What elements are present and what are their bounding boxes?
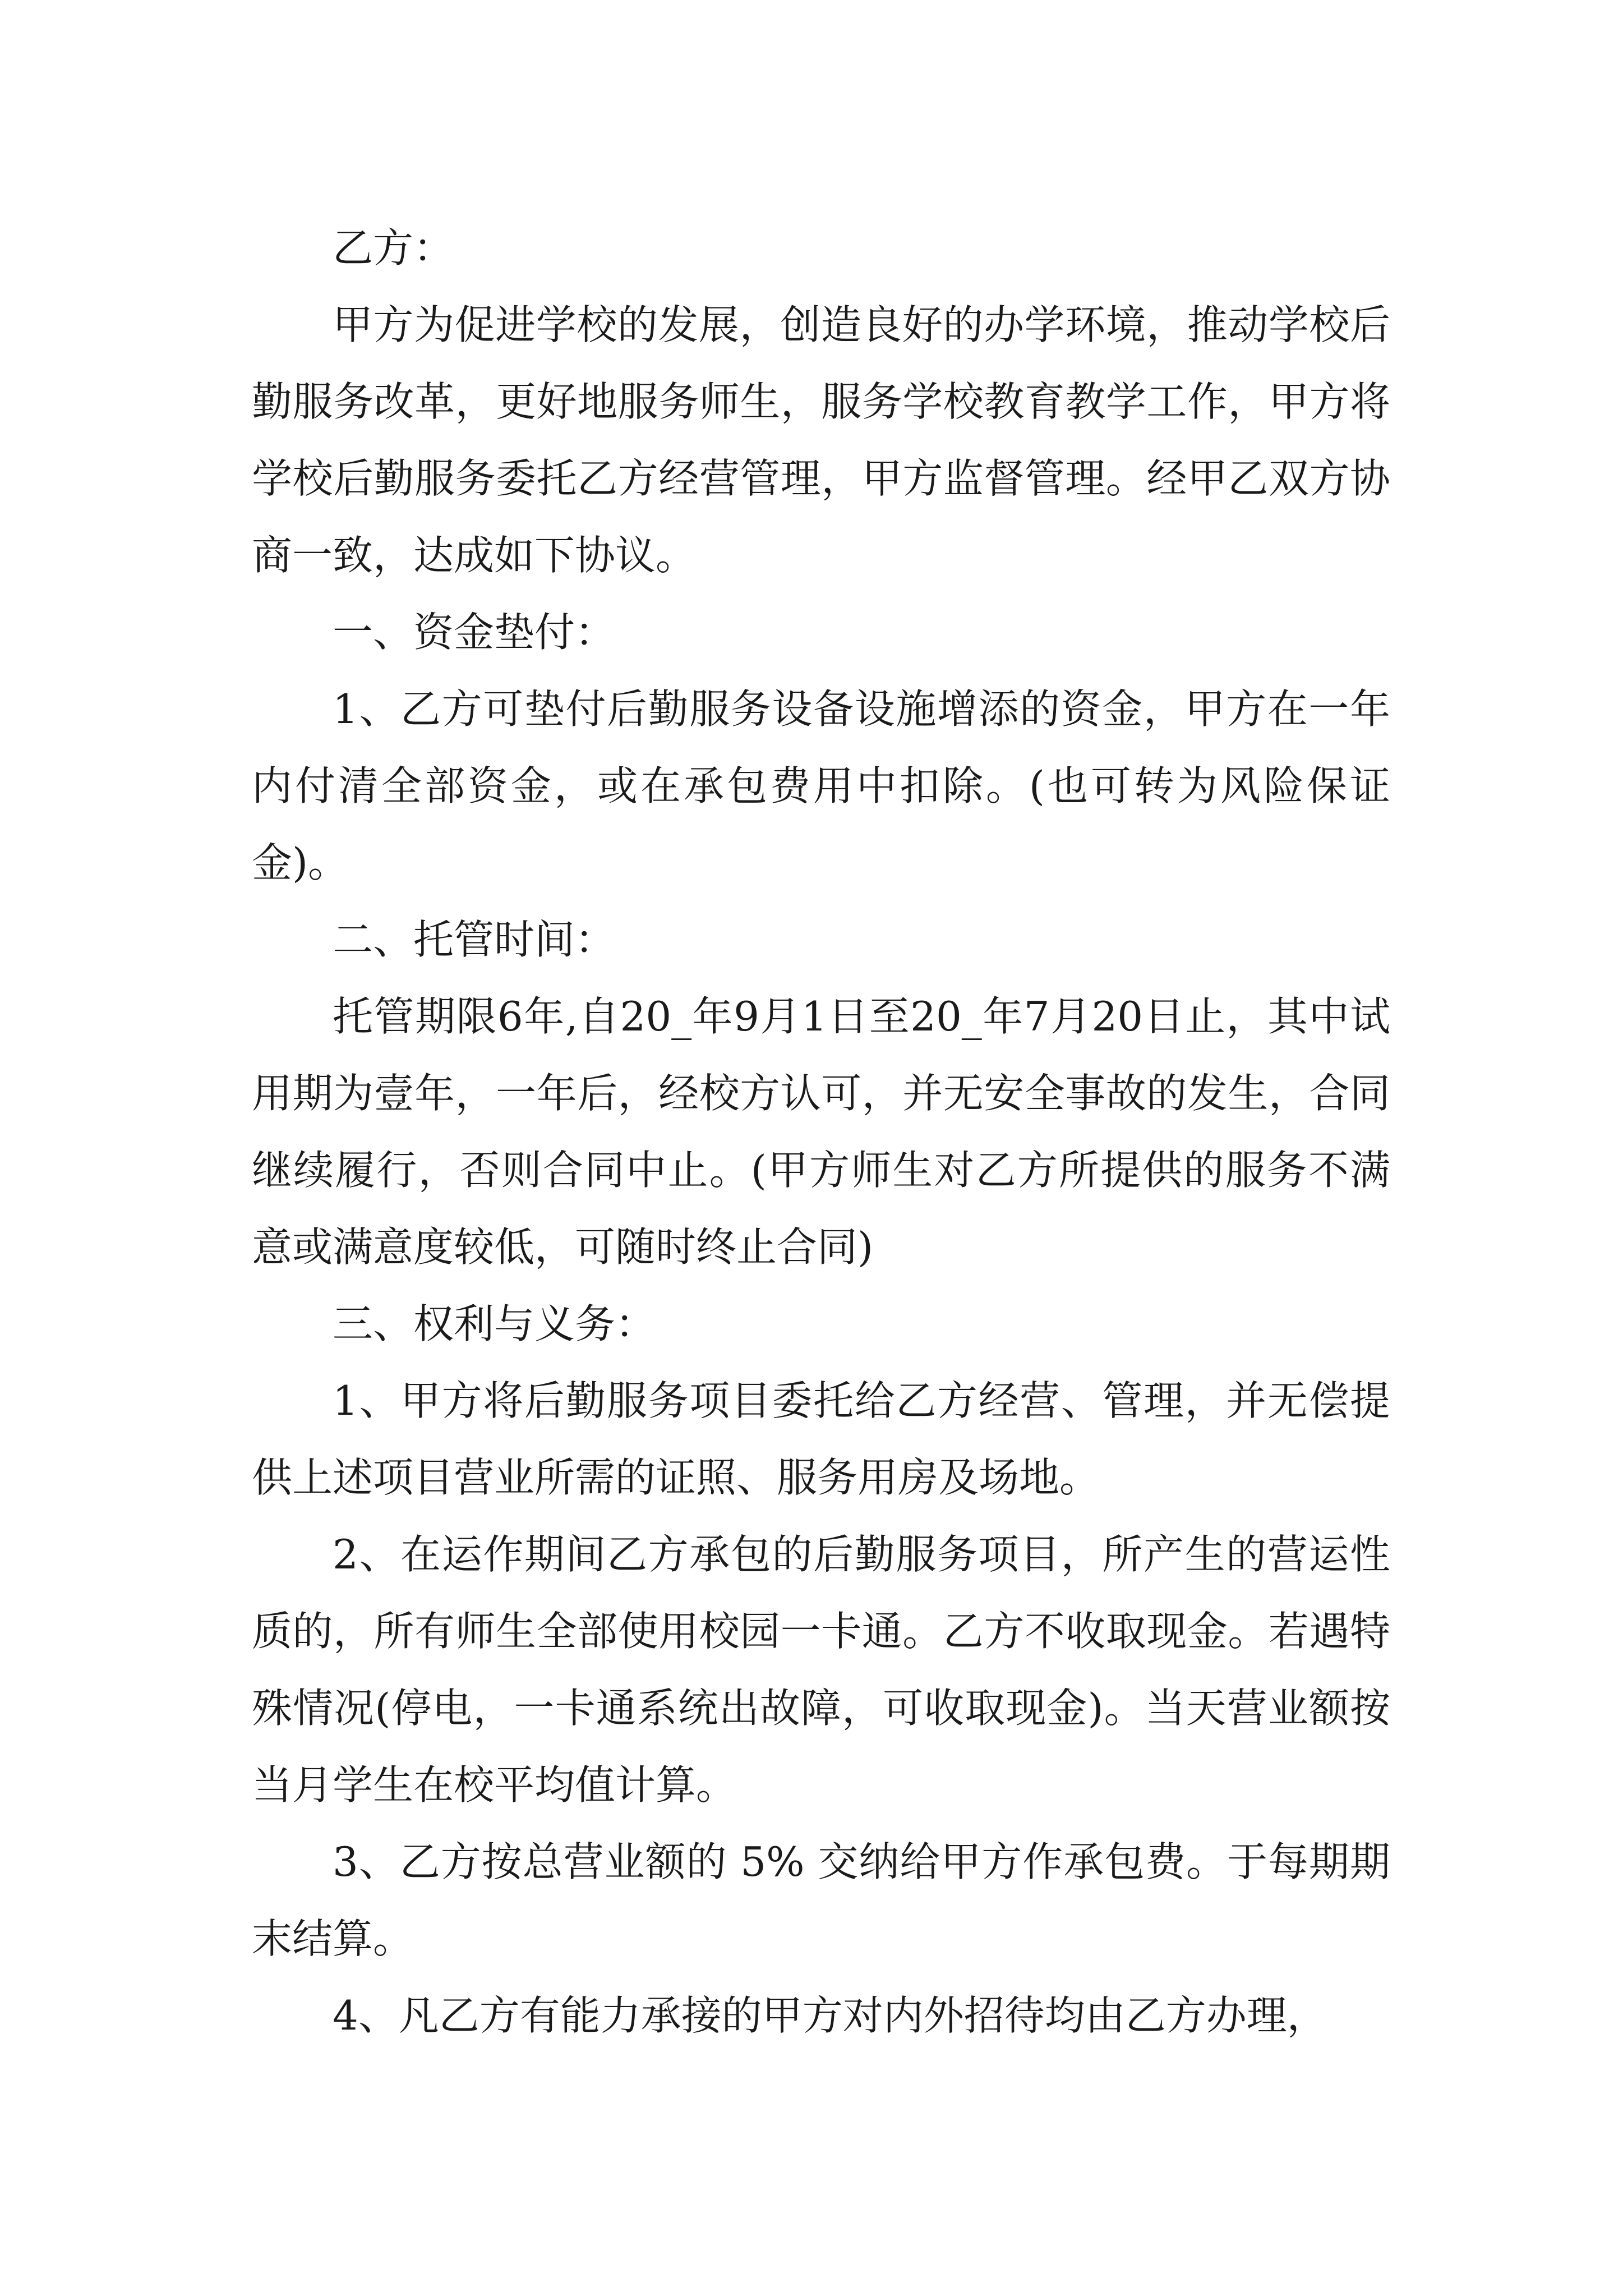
clause-rights-3: 3、乙方按总营业额的 5% 交纳给甲方作承包费。于每期期末结算。 [252, 1838, 1390, 1962]
clause-rights-4: 4、凡乙方有能力承接的甲方对内外招待均由乙方办理， [333, 1992, 1327, 2039]
document-body [252, 210, 1390, 2054]
preamble-paragraph: 甲方为促进学校的发展，创造良好的办学环境，推动学校后勤服务改革，更好地服务师生，服务学校教育教学工作，甲方将学校后勤服务委托乙方经营管理，甲方监督管理。经甲乙双方协商一致，达成如下协议。 [252, 301, 1390, 579]
clause-rights-1: 1、甲方将后勤服务项目委托给乙方经营、管理，并无偿提供上述项目营业所需的证照、服务用房及场地。 [252, 1377, 1390, 1501]
section-heading-funds: 一、资金垫付： [333, 609, 616, 656]
clause-rights-2: 2、在运作期间乙方承包的后勤服务项目，所产生的营运性质的，所有师生全部使用校园一卡通。乙方不收取现金。若遇特殊情况(停电，一卡通系统出故障，可收取现金)。当天营业额按当月学生在校平均值计算。 [252, 1531, 1390, 1809]
section-heading-term: 二、托管时间： [333, 916, 616, 963]
section-heading-rights: 三、权利与义务： [333, 1300, 656, 1347]
clause-funds-1: 1、乙方可垫付后勤服务设备设施增添的资金，甲方在一年内付清全部资金，或在承包费用中扣除。(也可转为风险保证金)。 [252, 685, 1390, 886]
party-b-label: 乙方： [333, 224, 454, 272]
clause-term: 托管期限6年,自20_年9月1日至20_年7月20日止，其中试用期为壹年，一年后，经校方认可，并无安全事故的发生，合同继续履行，否则合同中止。(甲方师生对乙方所提供的服务不满意或满意度较低，可随时终止合同) [252, 993, 1390, 1271]
